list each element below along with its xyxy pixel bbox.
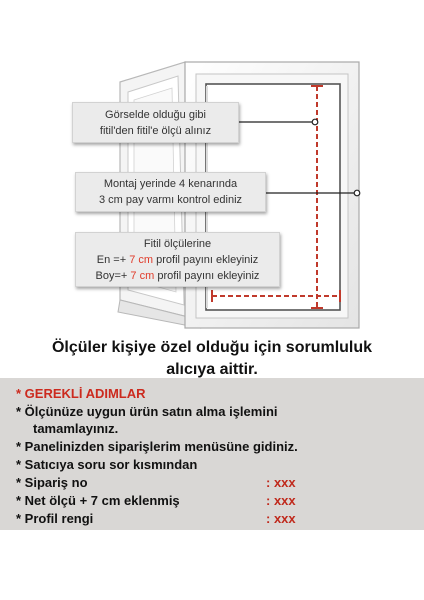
profile-allowance-title: Fitil ölçülerine [143,238,212,250]
step-item: * Panelinizden siparişlerim menüsüne gidiniz. [16,439,298,454]
profile-color-label: * Profil rengi [16,511,94,526]
step-item: * Satıcıya soru sor kısmından [16,457,198,472]
profile-color-field [16,511,296,526]
profile-color-value: : xxx [266,511,296,526]
net-size-value: : xxx [266,493,296,508]
mounting-margin-line2: 3 cm pay varmı kontrol ediniz [98,194,243,206]
required-steps-panel [0,378,424,530]
order-number-label: * Sipariş no [16,475,88,490]
measure-instruction-callout [72,102,239,143]
order-number-value: : xxx [266,475,296,490]
width-allowance-line [76,252,279,268]
responsibility-notice-line1: Ölçüler kişiye özel olduğu için sorumluluk [51,339,373,356]
step-item: tamamlayınız. [33,421,119,436]
mounting-margin-callout [75,172,266,212]
profile-allowance-callout [75,232,280,287]
height-value: 7 cm [130,270,155,282]
net-size-field [16,493,296,508]
responsibility-notice-line2: alıcıya aittir. [166,361,258,378]
mounting-margin-line1: Montaj yerinde 4 kenarında [103,178,238,190]
width-suffix: profil payını ekleyiniz [156,254,259,266]
step-item: * Ölçünüze uygun ürün satın alma işlemini [16,404,278,419]
responsibility-notice [0,337,424,381]
order-number-field [16,475,296,490]
measure-instruction-line2: fitil'den fitil'e ölçü alınız [99,125,212,137]
height-allowance-line [76,268,279,284]
measure-instruction-line1: Görselde olduğu gibi [105,109,206,121]
width-prefix: En =+ [96,254,127,266]
height-prefix: Boy=+ [95,270,128,282]
required-steps-title: * GEREKLİ ADIMLAR [16,386,146,401]
height-suffix: profil payını ekleyiniz [157,270,260,282]
net-size-label: * Net ölçü + 7 cm eklenmiş [16,493,180,508]
width-value: 7 cm [129,254,154,266]
